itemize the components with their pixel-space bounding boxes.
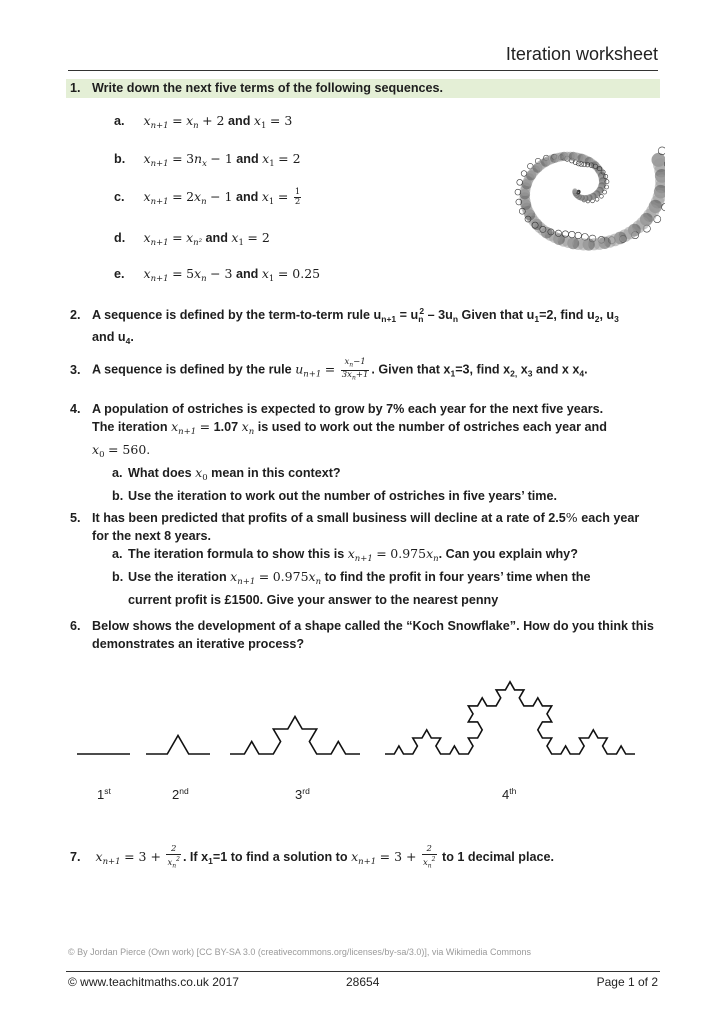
q1-item-a: a. $x_{n+1} = x_n + 2$ and $x_1 = 3$ — [114, 113, 293, 131]
header-rule — [68, 70, 658, 71]
fractal-detail — [575, 232, 582, 239]
koch-label-2: 2nd — [172, 786, 189, 802]
image-credit: © By Jordan Pierce (Own work) [CC BY-SA 3.0 (creativecommons.org/licenses/by-sa/3.0)], via Wikimedia Commons — [68, 947, 531, 957]
q1-item-b: b. $x_{n+1} = 3n_x - 1$ and $x_1 = 2$ — [114, 151, 301, 169]
question-3: 3. A sequence is defined by the rule $u_{n+1}$ = $\frac{x_n-1}{3x_n+1}$ . Given that $x_1=3$, find $x_{2,}$ $x_3$ and x $x_4$. — [70, 357, 588, 382]
fractal-detail — [658, 147, 665, 155]
q1-text: Write down the next five terms of the following sequences. — [92, 81, 444, 95]
fractal-detail — [517, 179, 523, 185]
q1-number: 1. — [70, 81, 81, 95]
fractal-blob — [572, 188, 577, 193]
q1-item-e: e. $x_{n+1} = 5x_n - 3$ and $x_1 = 0.25$ — [114, 266, 321, 284]
question-1 — [70, 79, 443, 97]
q3-fraction: $\frac{x_n-1}{3x_n+1}$ — [341, 357, 369, 382]
koch-snowflake-diagram — [60, 670, 660, 770]
koch-label-1: 1st — [97, 786, 111, 802]
koch-label-3: 3rd — [295, 786, 310, 802]
footer-website: © www.teachitmaths.co.uk 2017 — [68, 975, 239, 989]
question-4: 4. A population of ostriches is expected to grow by 7% each year for the next five years. The iteration $x_{n+1} = 1.07$ $x_n$ is used to work out the number of ostriches each year and $x_0 = 560$. a. What does $x_0$ mean in this context? b. Use the iteration to work out the number of ostriches in five years’ time. — [70, 402, 607, 503]
question-6: 6. Below shows the development of a shape called the “Koch Snowflake”. How do you think this demonstrates an iterative process? — [70, 619, 654, 651]
fractal-detail — [603, 190, 607, 194]
question-7: 7. $x_{n+1} = 3$ + $\frac{2}{x_n^2}$ . If $x_1=1$ to find a solution to $x_{n+1} = 3$ + $\frac{2}{x_n^2}$ to 1 decimal place. — [70, 844, 554, 870]
question-5: 5. It has been predicted that profits of a small business will decline at a rate of 2.5% each year for the next 8 years. a. The iteration formula to show this is $x_{n+1} = 0.975x_n$. Can you explain why? b. Use the iteration $x_{n+1} = 0.975x_n$ to find the profit in four years’ time when the current profit is £1500. Give your answer to the nearest penny — [70, 510, 640, 607]
fractal-detail — [569, 231, 576, 238]
q1-item-c: c. $x_{n+1} = 2x_n - 1$ and $x_1$ = $\frac{1}{2}$ — [114, 187, 301, 208]
page-title: Iteration worksheet — [505, 44, 658, 64]
fraction-half: $\frac{1}{2}$ — [294, 187, 301, 208]
koch-label-4: 4th — [502, 786, 517, 802]
fractal-detail — [521, 171, 527, 177]
footer-page-number: Page 1 of 2 — [596, 975, 658, 989]
footer-rule — [66, 971, 660, 972]
fractal-spiral-image — [460, 108, 665, 268]
q7-fraction-2: $\frac{2}{x_n^2}$ — [423, 844, 436, 870]
footer-doc-id: 28654 — [346, 975, 380, 989]
q1-item-d: d. $x_{n+1} = x_{n^2}$ and $x_1 = 2$ — [114, 230, 270, 248]
koch-iteration-2 — [146, 736, 210, 755]
koch-iteration-3 — [230, 717, 360, 755]
q7-fraction-1: $\frac{2}{x_n^2}$ — [167, 844, 180, 870]
koch-iteration-4 — [385, 682, 635, 754]
question-2: 2. A sequence is defined by the term-to-term rule $u_{n+1} = u_n^2 - 3u_n$ Given that $u_1=2$, find $u_2$, $u_3$ and $u_4$. — [70, 306, 619, 346]
